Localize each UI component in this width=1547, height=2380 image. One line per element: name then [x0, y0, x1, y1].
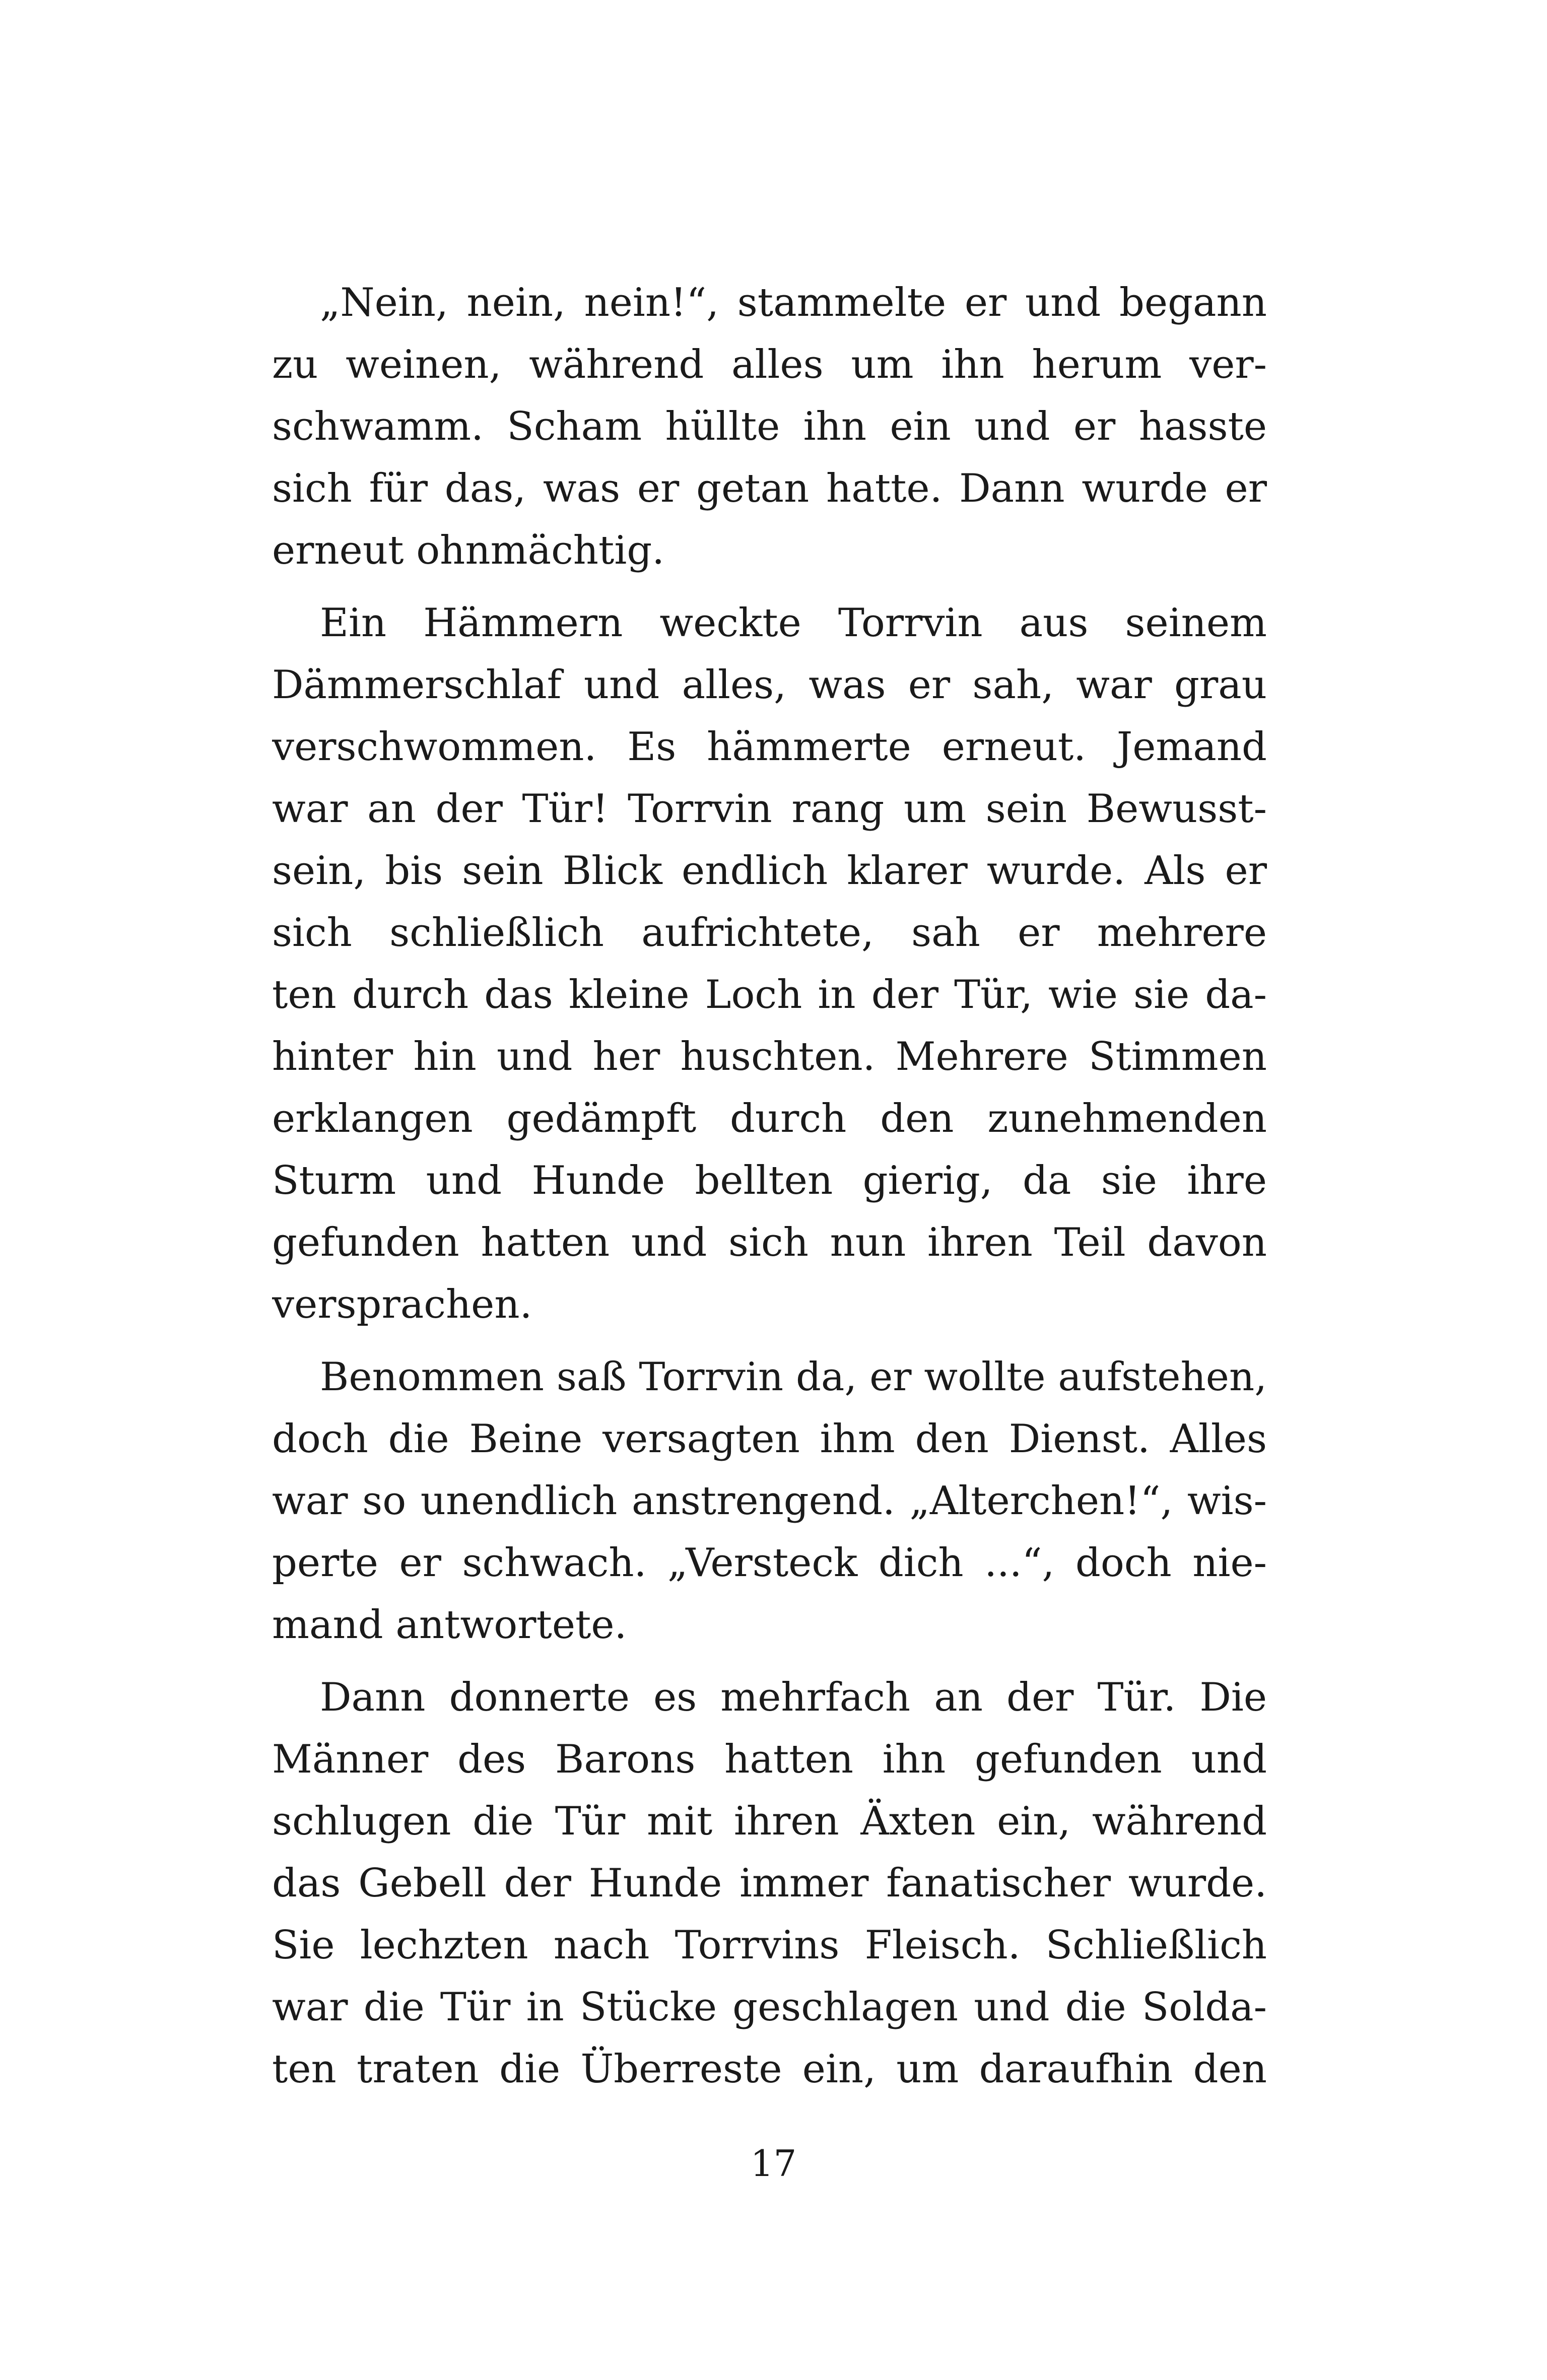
text-line: erneut ohnmächtig.: [272, 528, 665, 573]
text-line: versprachen.: [272, 1282, 532, 1327]
text-line: Männer des Barons hatten ihn gefunden und: [272, 1737, 1267, 1782]
text-line: ten traten die Überreste ein, um daraufhin den: [272, 2047, 1267, 2092]
body-text: [272, 272, 1267, 2111]
text-line: verschwommen. Es hämmerte erneut. Jemand: [272, 724, 1267, 770]
text-line: war an der Tür! Torrvin rang um sein Bewusst-: [272, 786, 1267, 832]
text-line: Dämmerschlaf und alles, was er sah, war grau: [272, 662, 1267, 708]
text-line: sein, bis sein Blick endlich klarer wurde. Als er: [272, 848, 1267, 894]
text-line: gefunden hatten und sich nun ihren Teil davon: [272, 1220, 1267, 1265]
text-line: sich schließlich aufrichtete, sah er mehrere: [272, 910, 1267, 956]
text-line: Ein Hämmern weckte Torrvin aus seinem: [320, 600, 1267, 646]
text-line: war die Tür in Stücke geschlagen und die Solda-: [272, 1985, 1267, 2030]
text-line: ten durch das kleine Loch in der Tür, wie sie da-: [272, 972, 1267, 1017]
paragraph: [272, 1346, 1267, 1656]
text-line: erklangen gedämpft durch den zunehmenden: [272, 1096, 1267, 1141]
paragraph: [272, 272, 1267, 582]
text-line: Sturm und Hunde bellten gierig, da sie ihre: [272, 1158, 1267, 1203]
paragraph: [272, 592, 1267, 1336]
text-line: das Gebell der Hunde immer fanatischer wurde.: [272, 1861, 1267, 1906]
text-line: Benommen saß Torrvin da, er wollte aufstehen,: [320, 1354, 1267, 1400]
text-line: „Nein, nein, nein!“, stammelte er und begann: [320, 280, 1267, 325]
text-line: hinter hin und her huschten. Mehrere Stimmen: [272, 1034, 1267, 1079]
text-line: Sie lechzten nach Torrvins Fleisch. Schließlich: [272, 1923, 1267, 1968]
text-line: perte er schwach. „Versteck dich ...“, doch nie-: [272, 1540, 1267, 1586]
paragraph: [272, 1667, 1267, 2100]
text-line: sich für das, was er getan hatte. Dann wurde er: [272, 466, 1267, 511]
text-line: doch die Beine versagten ihm den Dienst. Alles: [272, 1416, 1267, 1462]
text-line: Dann donnerte es mehrfach an der Tür. Die: [320, 1675, 1267, 1720]
text-line: zu weinen, während alles um ihn herum ver-: [272, 342, 1267, 387]
text-line: schlugen die Tür mit ihren Äxten ein, während: [272, 1799, 1267, 1844]
text-line: schwamm. Scham hüllte ihn ein und er hasste: [272, 404, 1267, 449]
text-line: mand antwortete.: [272, 1602, 627, 1648]
page-number: 17: [750, 2142, 797, 2185]
text-line: war so unendlich anstrengend. „Alterchen!“, wis-: [272, 1478, 1267, 1524]
